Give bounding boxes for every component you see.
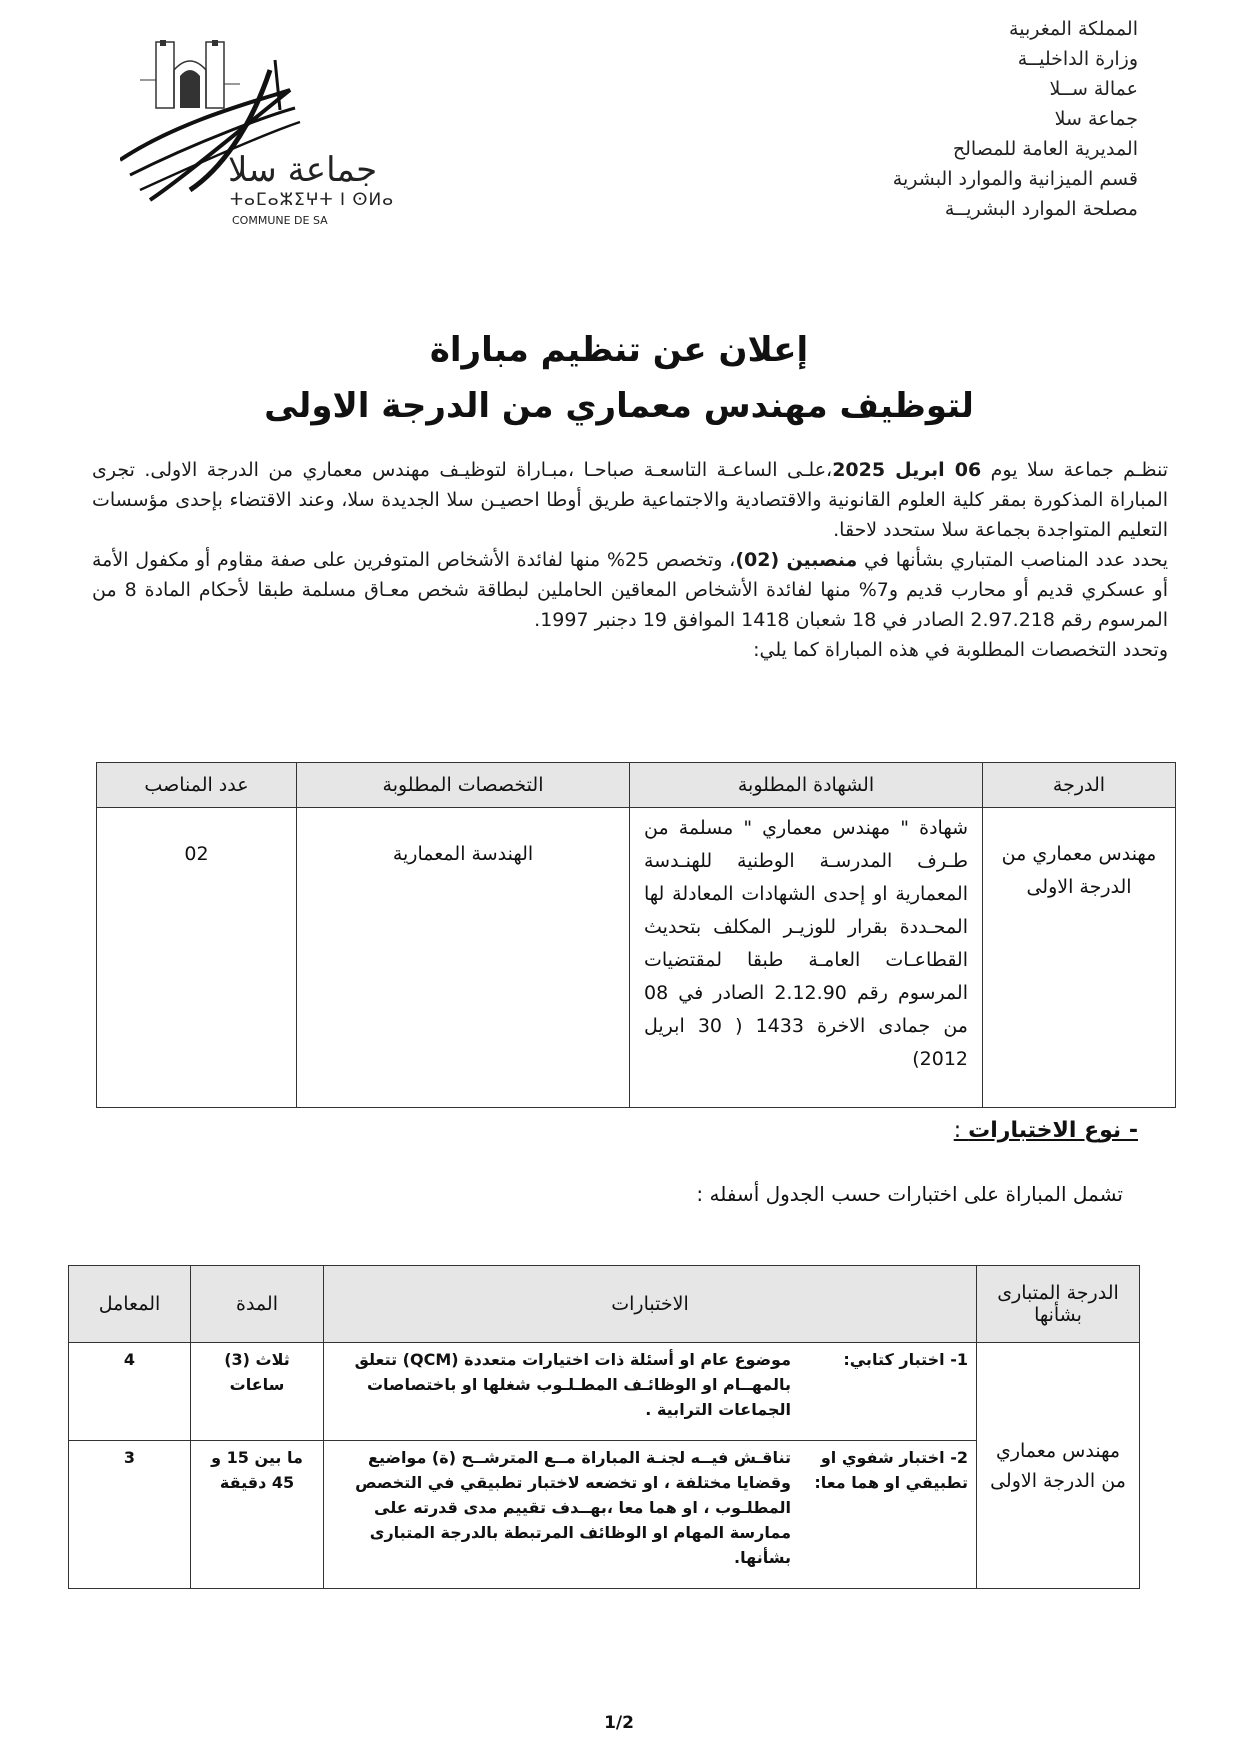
cell-posts: 02 [97, 808, 297, 1108]
cell-test [324, 1441, 977, 1589]
tests-title-colon: : [953, 1118, 969, 1143]
tests-table [68, 1265, 1140, 1589]
tests-section-title [954, 1118, 1138, 1143]
cell-grade: مهندس معماري من الدرجة الاولى [983, 808, 1176, 1108]
logo-gate-icon [120, 40, 390, 240]
cell-coefficient: 3 [69, 1441, 191, 1589]
cell-duration: ثلاث (3) ساعات [191, 1343, 324, 1441]
header-line-ministry: وزارة الداخليــة [1017, 48, 1138, 70]
col-tests: الاختبارات [324, 1266, 977, 1343]
cell-certificate: شهادة " مهندس معماري " مسلمة من طـرف المدرسـة الوطنية للهنـدسة المعمارية او إحدى الشهادات المعادلة لها المحـددة بقرار للوزيـر المكلف بتحديث القطاعـات العامـة طبقا لمقتضيات المرسوم رقم 2.12.90 الصادر في 08 من جمادى الاخرة 1433 ( 30 ابريل 2012) [630, 808, 983, 1108]
header-line-division: قسم الميزانية والموارد البشرية [892, 168, 1138, 190]
col-posts: عدد المناصب [97, 763, 297, 808]
announcement-body [92, 455, 1168, 665]
body-paragraph-1 [92, 455, 1168, 545]
logo-tifinagh-text: ⵜⴰⵎⴰⵣⵉⵖⵜ ⵏ ⵙⵍⴰ [230, 190, 395, 210]
page-number: 1/2 [604, 1713, 634, 1733]
cell-grade: مهندس معماري من الدرجة الاولى [977, 1343, 1140, 1589]
header-line-prefecture: عمالة ســلا [1049, 78, 1138, 100]
p2-text-b: ، وتخصص 25% منها لفائدة الأشخاص المتوفرين على صفة مقاوم أو مكفول الأمة أو عسكري قديم أو محارب قديم و7% منها لفائدة الأشخاص المعاقين الحاملين لبطاقة شخص معـاق مسلمة طبقا لأحكام المادة 8 من المرسوم رقم 2.97.218 الصادر في 18 شعبان 1418 الموافق 19 دجنبر 1997. [92, 549, 1168, 631]
header-line-directorate: المديرية العامة للمصالح [952, 138, 1138, 160]
exam-date: 06 ابريل 2025 [832, 459, 982, 481]
p1-text-a: تنظـم جماعة سلا يوم [981, 459, 1168, 481]
cell-coefficient: 4 [69, 1343, 191, 1441]
table-row [69, 1343, 1140, 1441]
test-description: تناقـش فيــه لجنـة المباراة مــع المترشــح (ة) مواضيع وقضايا مختلفة ، او تخضعه لاختبار تطبيقي في التخصص المطلـوب ، او هما معا ،بهــدف تقييم مدى قدرته على ممارسة المهام او الوظائف المرتبطة بالدرجة المتبارى بشأنها. [355, 1448, 791, 1567]
cell-duration: ما بين 15 و 45 دقيقة [191, 1441, 324, 1589]
posts-count: منصبين (02) [735, 549, 858, 571]
col-specialty: التخصصات المطلوبة [297, 763, 630, 808]
cell-specialty: الهندسة المعمارية [297, 808, 630, 1108]
logo-arabic-text: جماعة سلا [228, 150, 378, 190]
table-header-row [69, 1266, 1140, 1343]
specialties-table [96, 762, 1176, 1108]
test-description: موضوع عام او أسئلة ذات اختيارات متعددة (QCM) تتعلق بالمهــام او الوظائـف المطـلـوب شغلها او باختصاصات الجماعات الترابية . [354, 1350, 791, 1419]
p1-text-b: ،علـى الساعـة التاسعـة صباحـا ،مبـاراة لتوظيـف مهندس معماري من الدرجة الاولى. تجرى المباراة المذكورة بمقر كلية العلوم القانونية والاقتصادية والاجتماعية طريق أوطا احصيـن سلا الجديدة سلا، وعند الاقتضاء بإحدى مؤسسات التعليم المتواجدة بجماعة سلا ستحدد لاحقا. [92, 459, 1168, 541]
body-paragraph-3: وتحدد التخصصات المطلوبة في هذه المباراة كما يلي: [753, 639, 1168, 661]
p2-text-a: يحدد عدد المناصب المتباري بشأنها في [857, 549, 1168, 571]
col-grade: الدرجة [983, 763, 1176, 808]
header-line-kingdom: المملكة المغربية [1009, 18, 1138, 40]
table-row [97, 808, 1176, 1108]
col-coefficient: المعامل [69, 1266, 191, 1343]
tests-title-text: - نوع الاختبارات [968, 1118, 1138, 1143]
header-line-service: مصلحة الموارد البشريــة [944, 198, 1138, 220]
col-certificate: الشهادة المطلوبة [630, 763, 983, 808]
body-paragraph-2 [92, 545, 1168, 635]
cell-test [324, 1343, 977, 1441]
test-name: 1- اختبار كتابي: [843, 1350, 968, 1369]
commune-logo [120, 40, 390, 240]
announcement-title: إعلان عن تنظيم مباراة [429, 330, 809, 370]
tests-intro: تشمل المباراة على اختبارات حسب الجدول أسفله : [696, 1182, 1123, 1206]
col-duration: المدة [191, 1266, 324, 1343]
test-name: 2- اختبار شفوي او تطبيقي او هما معا: [814, 1448, 968, 1492]
col-grade: الدرجة المتبارى بشأنها [977, 1266, 1140, 1343]
issuer-header [808, 14, 1138, 224]
announcement-subtitle: لتوظيف مهندس معماري من الدرجة الاولى [264, 386, 974, 426]
header-line-commune: جماعة سلا [1054, 108, 1138, 130]
logo-french-text: COMMUNE DE SA [232, 214, 328, 227]
table-header-row [97, 763, 1176, 808]
